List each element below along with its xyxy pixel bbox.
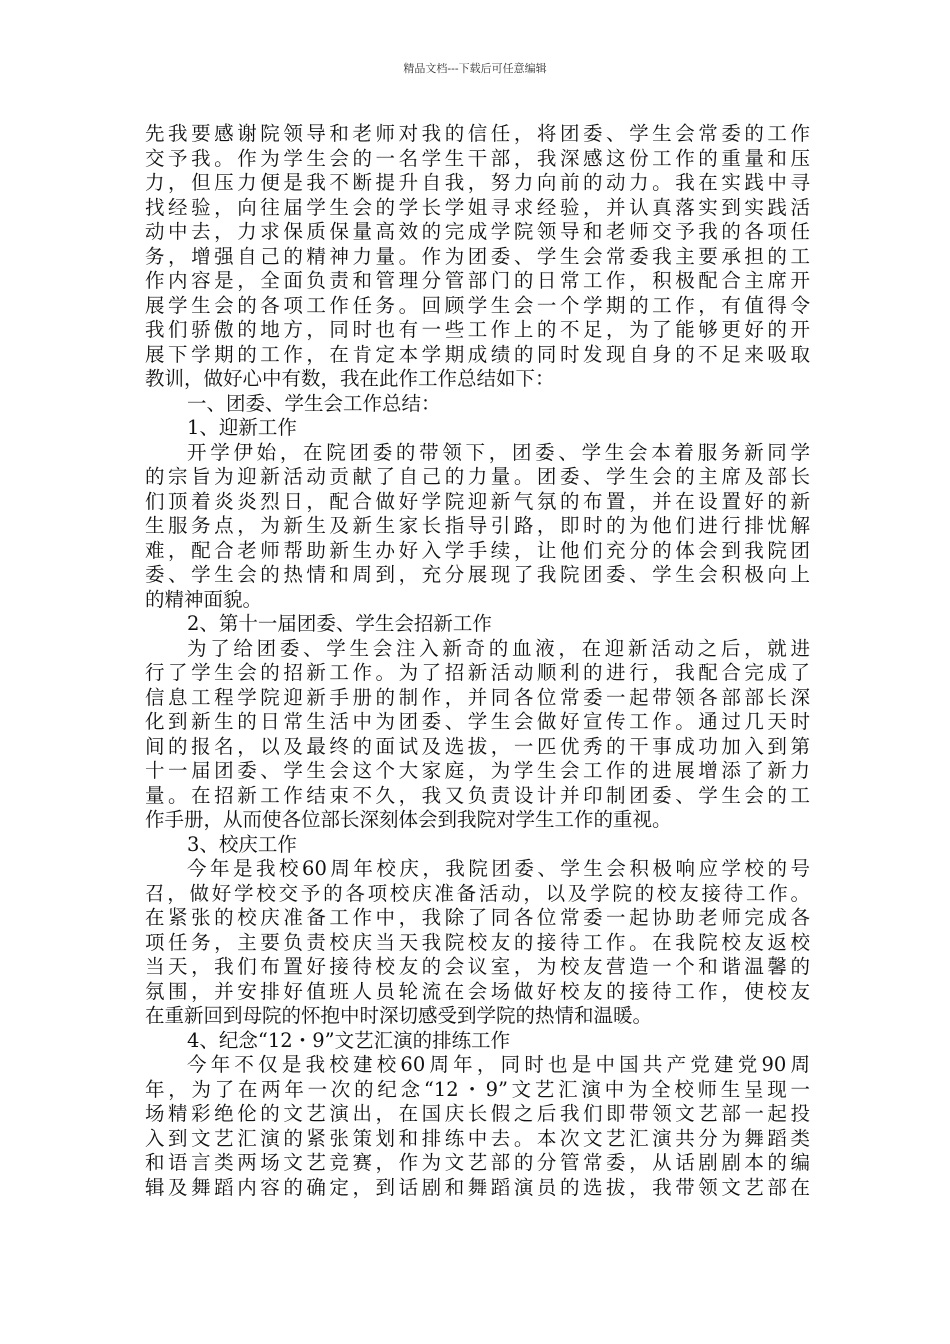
text-line: 1、迎新工作 bbox=[187, 416, 297, 439]
text-line: 在紧张的校庆准备工作中，我除了同各位常委一起协助老师完成各 bbox=[145, 906, 810, 929]
text-line: 召，做好学校交予的各项校庆准备活动，以及学院的校友接待工作。 bbox=[145, 881, 810, 905]
text-line: 开学伊始，在院团委的带领下，团委、学生会本着服务新同学 bbox=[187, 440, 810, 464]
text-line: 先我要感谢院领导和老师对我的信任，将团委、学生会常委的工作 bbox=[145, 122, 810, 145]
text-line: 作内容是，全面负责和管理分管部门的日常工作，积极配合主席开 bbox=[145, 269, 810, 292]
text-line: 化到新生的日常生活中为团委、学生会做好宣传工作。通过几天时 bbox=[145, 710, 810, 733]
text-line: 务，增强自己的精神力量。作为团委、学生会常委我主要承担的工 bbox=[145, 244, 810, 268]
text-line: 交予我。作为学生会的一名学生干部，我深感这份工作的重量和压 bbox=[145, 146, 810, 170]
text-line: 今年是我校60周年校庆，我院团委、学生会积极响应学校的号 bbox=[187, 857, 810, 880]
text-line: 今年不仅是我校建校60周年，同时也是中国共产党建党90周 bbox=[187, 1053, 810, 1076]
text-line: 场精彩绝伦的文艺演出，在国庆长假之后我们即带领文艺部一起投 bbox=[145, 1102, 810, 1125]
text-line: 找经验，向往届学生会的学长学姐寻求经验，并认真落实到实践活 bbox=[145, 195, 810, 219]
text-line: 在重新回到母院的怀抱中时深切感受到学院的热情和温暖。 bbox=[145, 1004, 653, 1027]
text-line: 氛围，并安排好值班人员轮流在会场做好校友的接待工作，使校友 bbox=[145, 979, 810, 1003]
text-line: 的宗旨为迎新活动贡献了自己的力量。团委、学生会的主席及部长 bbox=[145, 465, 810, 488]
text-line: 展学生会的各项工作任务。回顾学生会一个学期的工作，有值得令 bbox=[145, 293, 810, 317]
text-line: 十一届团委、学生会这个大家庭，为学生会工作的进展增添了新力 bbox=[145, 759, 810, 782]
text-line: 3、校庆工作 bbox=[187, 832, 297, 856]
text-line: 委、学生会的热情和周到，充分展现了我院团委、学生会积极向上 bbox=[145, 563, 810, 586]
text-line: 作手册，从而使各位部长深刻体会到我院对学生工作的重视。 bbox=[145, 808, 672, 831]
text-line: 生服务点，为新生及新生家长指导引路，即时的为他们进行排忧解 bbox=[145, 514, 810, 537]
page-header: 精品文档---下载后可任意编辑 bbox=[403, 62, 547, 75]
text-line: 一、团委、学生会工作总结： bbox=[187, 391, 441, 415]
text-line: 和语言类两场文艺竞赛，作为文艺部的分管常委，从话剧剧本的编 bbox=[145, 1151, 810, 1174]
text-line: 们顶着炎炎烈日，配合做好学院迎新气氛的布置，并在设置好的新 bbox=[145, 489, 810, 513]
text-line: 行了学生会的招新工作。为了招新活动顺利的进行，我配合完成了 bbox=[145, 661, 810, 684]
text-line: 2、第十一届团委、学生会招新工作 bbox=[187, 612, 492, 635]
text-line: 入到文艺汇演的紧张策划和排练中去。本次文艺汇演共分为舞蹈类 bbox=[145, 1126, 810, 1150]
text-line: 动中去，力求保质保量高效的完成学院领导和老师交予我的各项任 bbox=[145, 220, 810, 243]
text-line: 展下学期的工作，在肯定本学期成绩的同时发现自身的不足来吸取 bbox=[145, 342, 810, 366]
text-line: 的精神面貌。 bbox=[145, 587, 263, 611]
text-line: 年，为了在两年一次的纪念“12・9”文艺汇演中为全校师生呈现一 bbox=[145, 1077, 810, 1101]
text-line: 信息工程学院迎新手册的制作，并同各位常委一起带领各部部长深 bbox=[145, 685, 810, 709]
text-line: 间的报名，以及最终的面试及选拔，一匹优秀的干事成功加入到第 bbox=[145, 734, 810, 758]
text-line: 力，但压力便是我不断提升自我，努力向前的动力。我在实践中寻 bbox=[145, 171, 810, 194]
text-line: 我们骄傲的地方，同时也有一些工作上的不足，为了能够更好的开 bbox=[145, 318, 810, 341]
text-line: 为了给团委、学生会注入新奇的血液，在迎新活动之后，就进 bbox=[187, 636, 810, 660]
text-line: 4、纪念“12・9”文艺汇演的排练工作 bbox=[187, 1028, 511, 1052]
text-line: 难，配合老师帮助新生办好入学手续，让他们充分的体会到我院团 bbox=[145, 538, 810, 562]
text-line: 项任务，主要负责校庆当天我院校友的接待工作。在我院校友返校 bbox=[145, 930, 810, 954]
text-line: 辑及舞蹈内容的确定，到话剧和舞蹈演员的选拔，我带领文艺部在 bbox=[145, 1175, 810, 1199]
text-line: 当天，我们布置好接待校友的会议室，为校友营造一个和谐温馨的 bbox=[145, 955, 810, 978]
text-line: 量。在招新工作结束不久，我又负责设计并印制团委、学生会的工 bbox=[145, 783, 810, 807]
document-body bbox=[145, 122, 810, 1200]
text-line: 教训，做好心中有数，我在此作工作总结如下： bbox=[145, 367, 555, 390]
